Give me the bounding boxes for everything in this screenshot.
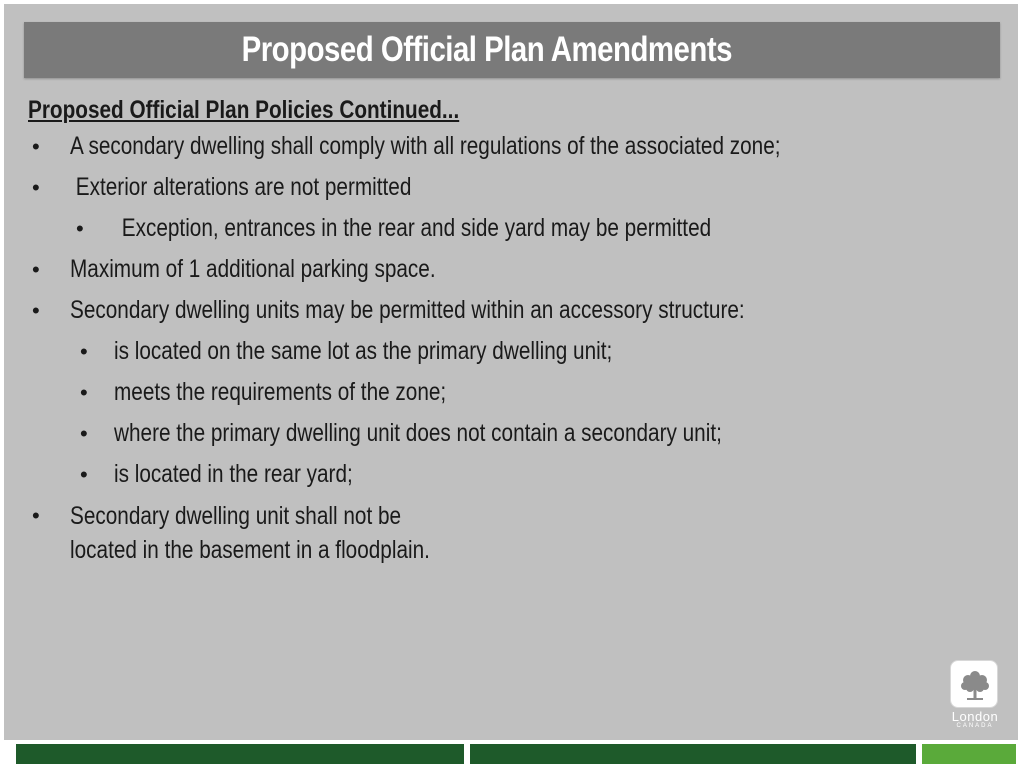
bullet-marker: • (32, 257, 40, 282)
footer-bar-left (16, 744, 464, 764)
bullet-text (70, 499, 430, 567)
bullet-text: Maximum of 1 additional parking space. (70, 255, 436, 283)
slide (4, 4, 1018, 740)
bullet-text-line: Secondary dwelling unit shall not be (70, 502, 402, 530)
sub-bullet-item (28, 413, 928, 454)
bullet-text: Secondary dwelling units may be permitted within an accessory structure: (70, 296, 745, 324)
sub-bullet-item (28, 208, 928, 249)
bullet-item (28, 126, 928, 167)
tree-icon (957, 667, 993, 703)
bullet-marker: • (80, 462, 88, 487)
bullet-item (28, 249, 928, 290)
bullet-text: Exterior alterations are not permitted (70, 173, 412, 201)
bullet-marker: • (80, 339, 88, 364)
bullet-item (28, 167, 928, 208)
title-bar (24, 22, 1000, 78)
bullet-marker: • (32, 134, 40, 159)
bullet-text: is located in the rear yard; (114, 460, 353, 488)
footer-bar-middle (470, 744, 916, 764)
bullet-text-line: located in the basement in a floodplain. (70, 536, 430, 564)
bullet-marker: • (76, 216, 84, 241)
bullet-marker: • (32, 503, 40, 528)
bullet-item (28, 495, 928, 565)
slide-title: Proposed Official Plan Amendments (241, 30, 732, 69)
bullet-text: is located on the same lot as the primary dwelling unit; (114, 337, 613, 365)
logo-subtitle: CANADA (956, 723, 994, 729)
bullet-marker: • (80, 421, 88, 446)
bullet-item (28, 290, 928, 331)
sub-bullet-item (28, 331, 928, 372)
logo-text: London (951, 709, 999, 724)
london-logo (950, 660, 998, 708)
bullet-text: Exception, entrances in the rear and side yard may be permitted (116, 214, 712, 242)
footer-bar-right (922, 744, 1016, 764)
bullet-text: meets the requirements of the zone; (114, 378, 447, 406)
subheading: Proposed Official Plan Policies Continued... (28, 96, 460, 124)
bullet-text: A secondary dwelling shall comply with all regulations of the associated zone; (70, 132, 781, 160)
bullet-marker: • (32, 175, 40, 200)
bullet-marker: • (80, 380, 88, 405)
bullet-text: where the primary dwelling unit does not contain a secondary unit; (114, 419, 722, 447)
sub-bullet-item (28, 454, 928, 495)
slide-content (28, 94, 928, 565)
sub-bullet-item (28, 372, 928, 413)
bullet-marker: • (32, 298, 40, 323)
